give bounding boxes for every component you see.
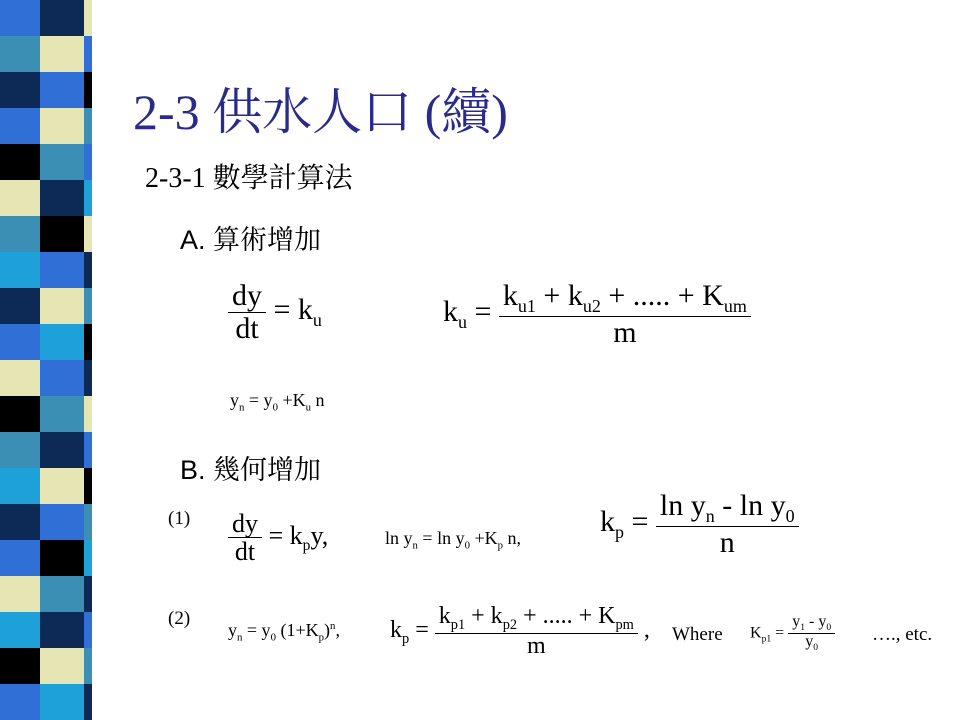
where-label: Where bbox=[672, 624, 723, 645]
stripe-segment bbox=[0, 252, 108, 288]
section-a-label: A. 算術增加 bbox=[180, 225, 322, 255]
stripe-segment bbox=[0, 684, 108, 720]
stripe-segment bbox=[0, 324, 108, 360]
section-b-label: B. 幾何增加 bbox=[180, 455, 322, 485]
stripe-segment bbox=[0, 504, 108, 540]
item-2-label: (2) bbox=[168, 608, 191, 629]
stripe-segment bbox=[0, 360, 108, 396]
stripe-segment bbox=[0, 180, 108, 216]
stripe-segment bbox=[0, 288, 108, 324]
equation-b1-kp: $k_p$ = $\frac{\ln y_n - \ln y_0}{n}$ bbox=[600, 490, 799, 558]
item-1-label: (1) bbox=[168, 508, 191, 529]
section-subtitle: 2-3-1 數學計算法 bbox=[145, 163, 353, 194]
stripe-segment bbox=[0, 36, 108, 72]
page-title: 2-3 供水人口 (續) bbox=[133, 84, 508, 140]
stripe-segment bbox=[0, 612, 108, 648]
decorative-stripe-bar bbox=[0, 0, 108, 720]
equation-a3: $y_n = y_0 +K_u$ n bbox=[230, 390, 325, 414]
stripe-segment bbox=[0, 540, 108, 576]
equation-a1: $\frac{dy}{dt}$ = $k_u$ bbox=[228, 280, 322, 344]
equation-b1: $\frac{dy}{dt}$ = $k_py$, bbox=[228, 510, 328, 566]
equation-b2: $y_n = y_0$ $(1+K_p)^n$, bbox=[228, 620, 340, 644]
equation-b1-ln: $\ln y_n = \ln y_0 +K_p$ n, bbox=[385, 528, 522, 552]
stripe-segment bbox=[0, 432, 108, 468]
equation-b2-kp: $k_p$ = $\frac{k_{p1} + k_{p2} + ..... + K_{pm}}{m}$ , bbox=[390, 603, 650, 659]
stripe-segment bbox=[0, 576, 108, 612]
stripe-segment bbox=[0, 648, 108, 684]
stripe-segment bbox=[0, 396, 108, 432]
stripe-segment bbox=[0, 468, 108, 504]
equation-a2: $k_u$ = $\frac{k_{u1} + k_{u2} + ..... + K_{um}}{m}$ bbox=[443, 280, 751, 348]
stripe-segment bbox=[0, 216, 108, 252]
equation-kp1: $K_{p1}$ = $\frac{y_1 - y_0}{y_0}$ bbox=[750, 614, 835, 654]
stripe-segment bbox=[0, 108, 108, 144]
stripe-segment bbox=[0, 0, 108, 36]
stripe-segment bbox=[0, 144, 108, 180]
etc-text: …., etc. bbox=[872, 624, 933, 645]
stripe-segment bbox=[0, 72, 108, 108]
